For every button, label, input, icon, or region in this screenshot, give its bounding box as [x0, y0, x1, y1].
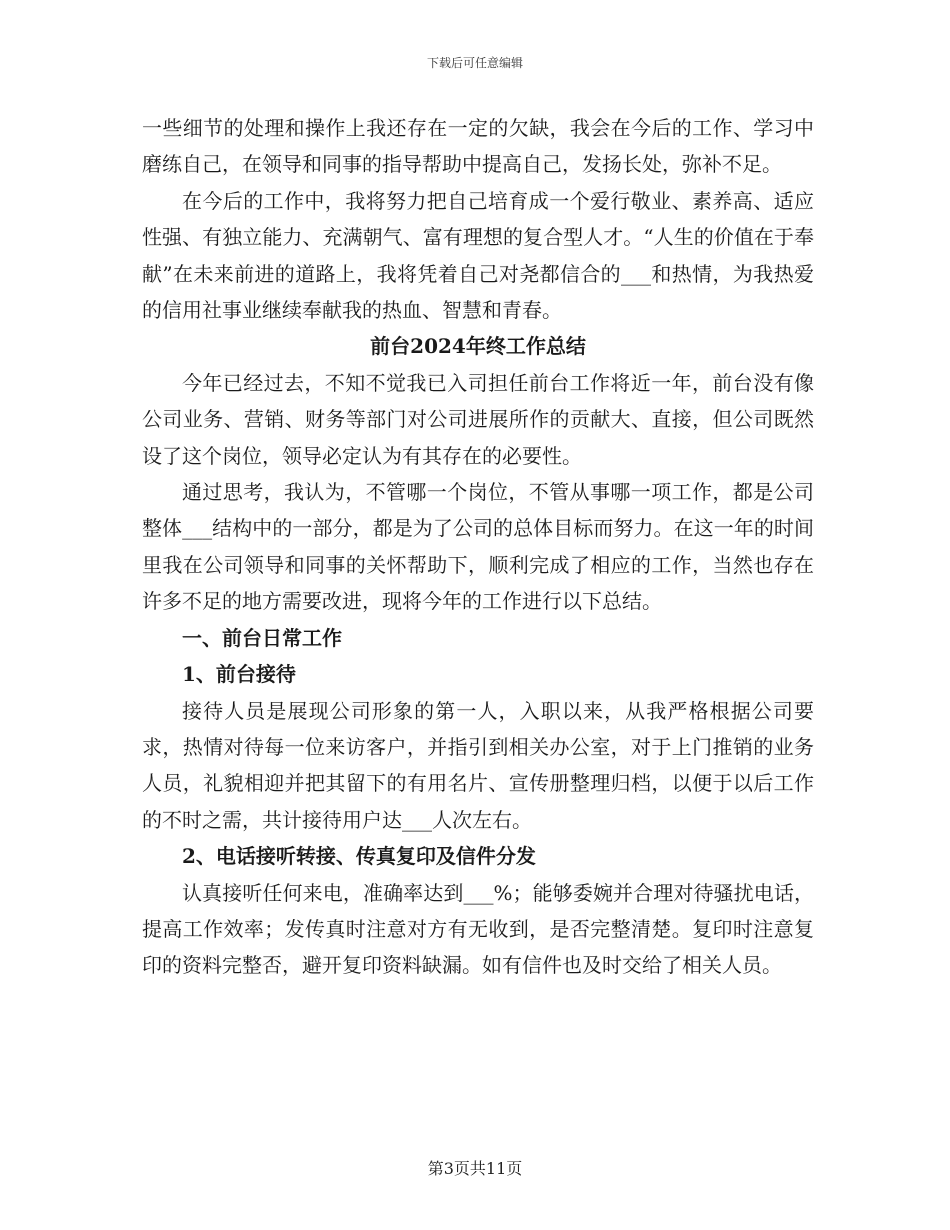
document-body	[142, 110, 814, 984]
paragraph-future-work: 在今后的工作中，我将努力把自己培育成一个爱行敬业、素养高、适应性强、有独立能力、充满朝气、富有理想的复合型人才。“人生的价值在于奉献”在未来前进的道路上，我将凭着自己对尧都信合的___和热情，为我热爱的信用社事业继续奉献我的热血、智慧和青春。	[142, 188, 814, 323]
heading-reception: 1、前台接待	[182, 662, 296, 687]
section-title: 前台2024年终工作总结	[370, 334, 586, 359]
paragraph-continuation: 一些细节的处理和操作上我还存在一定的欠缺，我会在今后的工作、学习中磨练自己，在领导和同事的指导帮助中提高自己，发扬长处，弥补不足。	[142, 116, 814, 177]
heading-daily-work: 一、前台日常工作	[182, 625, 342, 650]
paragraph-intro: 今年已经过去，不知不觉我已入司担任前台工作将近一年，前台没有像公司业务、营销、财务等部门对公司进展所作的贡献大、直接，但公司既然设了这个岗位，领导必定认为有其存在的必要性。	[142, 370, 814, 468]
paragraph-phone-fax: 认真接听任何来电，准确率达到___%；能够委婉并合理对待骚扰电话，提高工作效率；发传真时注意对方有无收到，是否完整清楚。复印时注意复印的资料完整否，避开复印资料缺漏。如有信件也及时交给了相关人员。	[142, 880, 814, 978]
heading-phone-fax: 2、电话接听转接、传真复印及信件分发	[182, 844, 536, 869]
paragraph-reception: 接待人员是展现公司形象的第一人，入职以来，从我严格根据公司要求，热情对待每一位来访客户，并指引到相关办公室，对于上门推销的业务人员，礼貌相迎并把其留下的有用名片、宣传册整理归档，以便于以后工作的不时之需，共计接待用户达___人次左右。	[142, 698, 814, 832]
page-header: 下载后可任意编辑	[426, 56, 523, 70]
paragraph-reflection: 通过思考，我认为，不管哪一个岗位，不管从事哪一项工作，都是公司整体___结构中的一部分，都是为了公司的总体目标而努力。在这一年的时间里我在公司领导和同事的关怀帮助下，顺利完成了相应的工作，当然也存在许多不足的地方需要改进，现将今年的工作进行以下总结。	[142, 480, 814, 614]
page-number: 第3页共11页	[427, 1159, 523, 1178]
